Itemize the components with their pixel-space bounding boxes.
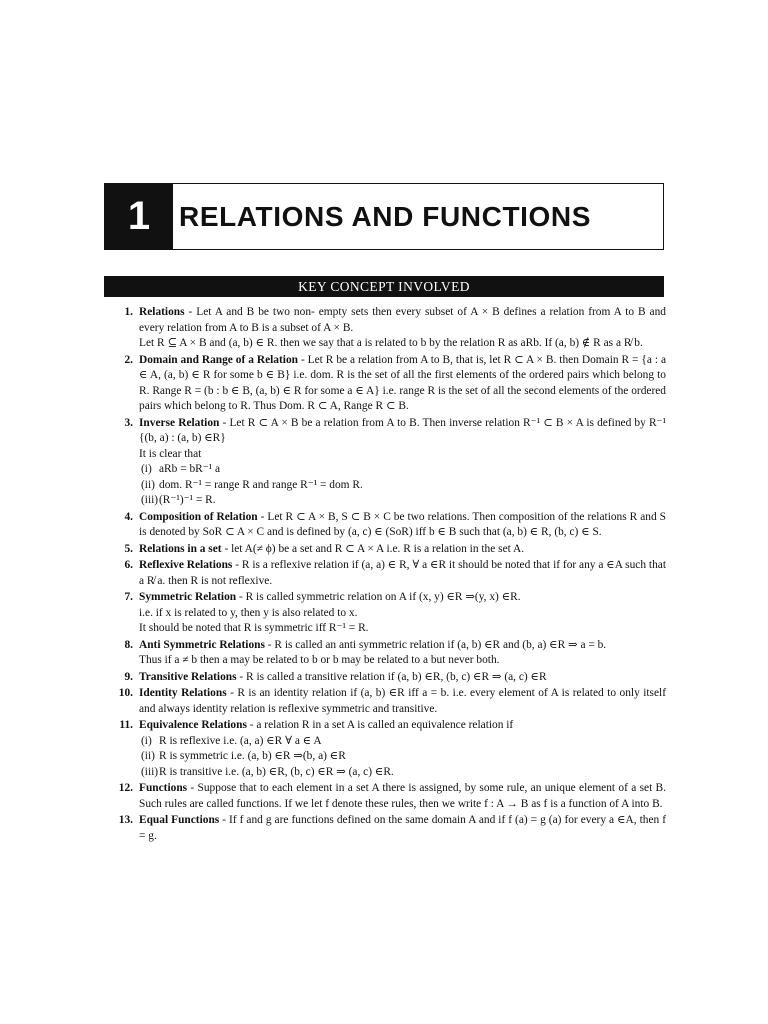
list-item (104, 558, 666, 589)
item-number: 2. (124, 353, 133, 366)
item-term: Domain and Range of a Relation (139, 353, 298, 366)
sub-item-text: (R⁻¹)⁻¹ = R. (159, 494, 216, 506)
item-term: Inverse Relation (139, 416, 220, 429)
list-item (104, 813, 666, 844)
chapter-number: 1 (105, 184, 173, 249)
item-body (133, 638, 666, 669)
item-number: 4. (124, 510, 133, 523)
item-text: Thus if a ≠ b then a may be related to b or b may be related to a but never both. (139, 654, 500, 666)
item-body (133, 416, 666, 509)
sub-item-numeral: (i) (141, 734, 152, 747)
concept-list (104, 305, 666, 845)
sub-item (139, 749, 666, 765)
item-body (133, 510, 666, 541)
item-text: i.e. if x is related to y, then y is also related to x. (139, 606, 358, 619)
item-term: Identity Relations (139, 687, 227, 699)
item-text: Functions - Suppose that to each element in a set A there is assigned, by some rule, an unique element of a set B. Such rules are called functions. If we let f denote these rules, then we write f : A → B as f is a function of A into B. (139, 782, 666, 810)
item-number: 9. (124, 670, 133, 683)
item-text: Inverse Relation - Let R ⊂ A × B be a relation from A to B. Then inverse relation R⁻¹ ⊂ B × A is defined by R⁻¹ {(b, a) : (a, b) ∈R} (139, 416, 666, 444)
list-item (104, 781, 666, 812)
item-number: 11. (119, 719, 133, 731)
list-item (104, 590, 666, 637)
section-title: KEY CONCEPT INVOLVED (104, 276, 664, 297)
item-text: Relations in a set - let A(≠ ϕ) be a set and R ⊂ A × A i.e. R is a relation in the set A. (139, 542, 525, 555)
sub-item (139, 765, 666, 781)
item-body (133, 558, 666, 589)
sub-item-text: R is symmetric i.e. (a, b) ∈R ⇒(b, a) ∈R (159, 750, 346, 762)
list-item (104, 305, 666, 352)
item-text: Identity Relations - R is an identity relation if (a, b) ∈R iff a = b. i.e. every element of A is related to only itself and always identity relation is reflexive symmetric and transitive. (139, 687, 667, 715)
sub-item-numeral: (i) (141, 463, 152, 475)
list-item (104, 353, 666, 415)
list-item (104, 510, 666, 541)
chapter-title: RELATIONS AND FUNCTIONS (179, 200, 592, 232)
item-term: Relations (139, 306, 185, 318)
item-term: Anti Symmetric Relations (139, 638, 265, 651)
item-text: It should be noted that R is symmetric iff R⁻¹ = R. (139, 622, 369, 634)
sub-item (139, 493, 666, 509)
list-item (104, 416, 666, 509)
item-text: Let R ⊆ A × B and (a, b) ∈ R. then we say that a is related to b by the relation R as aRb. If (a, b) ∉ R as a R̸ b. (139, 337, 643, 349)
item-term: Relations in a set (139, 542, 222, 555)
sub-item-numeral: (ii) (141, 478, 155, 491)
item-body (133, 781, 666, 812)
item-term: Functions (139, 782, 188, 794)
sub-item-text: aRb = bR⁻¹ a (159, 463, 221, 475)
item-number: 3. (124, 416, 133, 429)
list-item (104, 718, 666, 780)
item-body (133, 686, 666, 717)
item-body (133, 542, 666, 558)
item-number: 8. (124, 638, 133, 651)
item-body (133, 353, 666, 415)
sub-item (139, 478, 666, 494)
sub-item (139, 734, 666, 750)
list-item (104, 670, 666, 686)
item-term: Reflexive Relations (139, 559, 233, 571)
item-text: Reflexive Relations - R is a reflexive relation if (a, a) ∈ R, ∀ a ∈R it should be noted that if for any a ∈A such that a R̸ a. then R is not reflexive. (139, 559, 666, 587)
item-text: Symmetric Relation - R is called symmetric relation on A if (x, y) ∈R ⇒(y, x) ∈R. (139, 591, 521, 603)
item-text: Transitive Relations - R is called a transitive relation if (a, b) ∈R, (b, c) ∈R ⇒ (a, c) ∈R (139, 670, 547, 683)
item-term: Equal Functions (139, 814, 220, 826)
item-body (133, 813, 666, 844)
item-body (133, 590, 666, 637)
item-number: 7. (124, 591, 133, 603)
sub-item-text: R is reflexive i.e. (a, a) ∈R ∀ a ∈ A (159, 734, 322, 747)
item-number: 1. (124, 306, 133, 318)
item-text: Composition of Relation - Let R ⊂ A × B, S ⊂ B × C be two relations. Then composition of the relations R and S is denoted by SoR ⊂ A × C and is defined by (a, c) ∈ (SoR) iff b ∈ B such that (a, b) ∈ R, (b, c) ∈ S. (139, 510, 667, 538)
item-text: Domain and Range of a Relation - Let R be a relation from A to B, that is, let R ⊂ A × B. then Domain R = {a : a ∈ A, (a, b) ∈ R for some b ∈ B} i.e. dom. R is the set of all the first elements of the ordered pairs which belong to R. Range R = (b : b ∈ B, (a, b) ∈ R for some a ∈ A} i.e. range R is the set of all the second elements of the ordered pairs which belong to R. Thus Dom. R ⊂ A, Range R ⊂ B. (139, 353, 667, 412)
item-text: Relations - Let A and B be two non- empty sets then every subset of A × B defines a relation from A to B and every relation from A to B is a subset of A × B. (139, 306, 666, 334)
item-body (133, 718, 666, 780)
sub-item-numeral: (iii) (141, 494, 159, 506)
item-body (133, 305, 666, 352)
item-term: Symmetric Relation (139, 591, 237, 603)
item-number: 5. (124, 542, 133, 555)
item-number: 10. (118, 687, 133, 699)
item-text: Equivalence Relations - a relation R in a set A is called an equivalence relation if (139, 719, 514, 731)
sub-item-numeral: (iii) (141, 765, 159, 778)
item-term: Equivalence Relations (139, 719, 247, 731)
item-number: 6. (124, 559, 133, 571)
sub-item-text: dom. R⁻¹ = range R and range R⁻¹ = dom R. (159, 478, 363, 491)
sub-item (139, 462, 666, 478)
sub-item-numeral: (ii) (141, 750, 155, 762)
chapter-header (104, 183, 664, 250)
list-item (104, 638, 666, 669)
item-term: Transitive Relations (139, 670, 237, 683)
list-item (104, 686, 666, 717)
item-number: 13. (118, 814, 133, 826)
item-body (133, 670, 666, 686)
item-term: Composition of Relation (139, 510, 258, 523)
item-text: It is clear that (139, 447, 202, 460)
item-number: 12. (118, 782, 133, 794)
sub-item-text: R is transitive i.e. (a, b) ∈R, (b, c) ∈R ⇒ (a, c) ∈R. (159, 765, 394, 778)
item-text: Equal Functions - If f and g are functions defined on the same domain A and if f (a) = g (a) for every a ∈A, then f = g. (139, 814, 666, 842)
list-item (104, 542, 666, 558)
item-text: Anti Symmetric Relations - R is called an anti symmetric relation if (a, b) ∈R and (b, a) ∈R ⇒ a = b. (139, 638, 607, 651)
